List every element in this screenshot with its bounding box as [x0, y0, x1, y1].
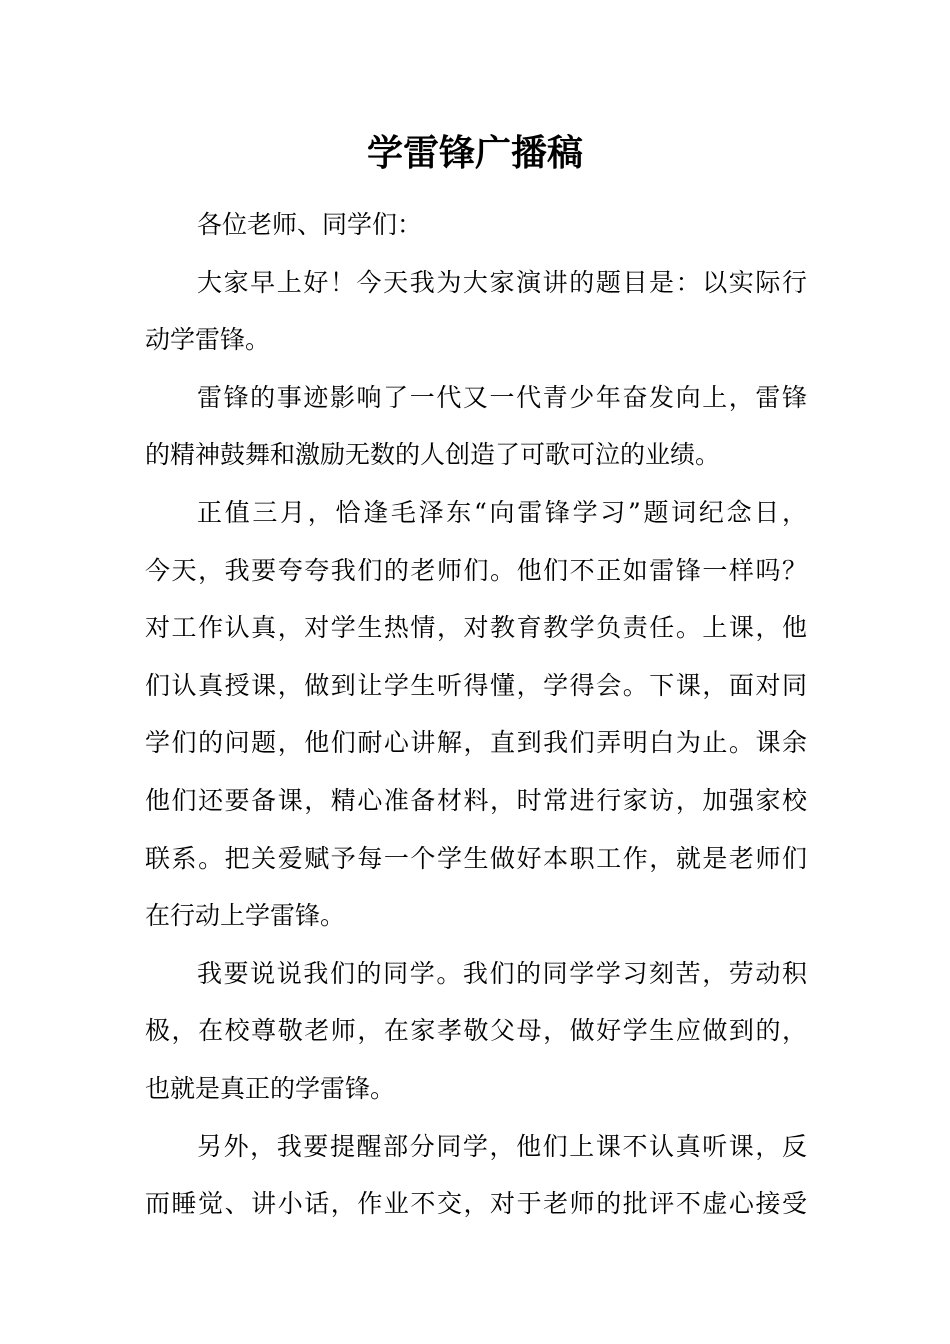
body-line: 们认真授课，做到让学生听得懂，学得会。下课，面对同	[145, 670, 807, 700]
body-line: 我要说说我们的同学。我们的同学学习刻苦，劳动积	[197, 958, 807, 988]
body-line: 学们的问题，他们耐心讲解，直到我们弄明白为止。课余	[145, 728, 807, 758]
body-line: 而睡觉、讲小话，作业不交，对于老师的批评不虚心接受	[145, 1189, 807, 1219]
body-line: 动学雷锋。	[145, 325, 271, 355]
body-line: 在行动上学雷锋。	[145, 901, 346, 931]
body-line: 另外，我要提醒部分同学，他们上课不认真听课，反	[197, 1131, 807, 1161]
document-title: 学雷锋广播稿	[366, 132, 583, 174]
body-line: 对工作认真，对学生热情，对教育教学负责任。上课，他	[145, 613, 807, 643]
body-line: 各位老师、同学们：	[197, 210, 423, 239]
body-line: 正值三月，恰逢毛泽东“向雷锋学习”题词纪念日，	[197, 497, 807, 527]
body-line: 大家早上好！今天我为大家演讲的题目是：以实际行	[197, 267, 807, 297]
body-line: 雷锋的事迹影响了一代又一代青少年奋发向上，雷锋	[197, 382, 807, 412]
body-line: 联系。把关爱赋予每一个学生做好本职工作，就是老师们	[145, 843, 807, 873]
body-line: 今天，我要夸夸我们的老师们。他们不正如雷锋一样吗？	[145, 555, 807, 585]
body-line: 的精神鼓舞和激励无数的人创造了可歌可泣的业绩。	[145, 440, 721, 470]
body-line: 也就是真正的学雷锋。	[145, 1073, 396, 1103]
body-line: 他们还要备课，精心准备材料，时常进行家访，加强家校	[145, 785, 807, 815]
body-line: 极，在校尊敬老师，在家孝敬父母，做好学生应做到的，	[145, 1016, 807, 1046]
document-body	[145, 196, 807, 1233]
